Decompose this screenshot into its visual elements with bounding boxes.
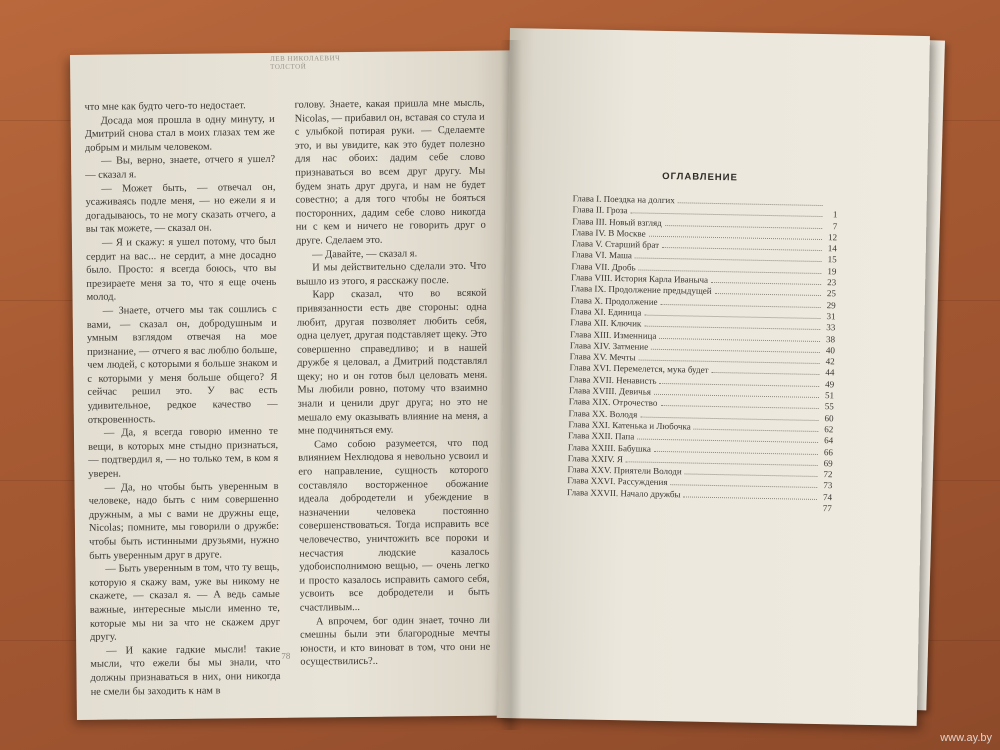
toc-entry-page: 23 [827, 277, 837, 288]
toc-leader-dots [715, 293, 821, 296]
page-number: 78 [281, 650, 291, 661]
toc-leader-dots [640, 416, 818, 420]
toc-leader-dots [670, 485, 817, 489]
toc-leader-dots [570, 506, 817, 511]
paragraph: что мне как будто чего-то недостает. [84, 100, 246, 113]
toc-entry-title: Глава VIII. История Карла Иваныча [571, 272, 709, 285]
paragraph: голову. Знаете, какая пришла мне мысль, Nicolas, — прибавил он, вставая со стула и с улыбкой потирая руки. — Сделаемте это, и вы увидите, как это будет полезно для нас обоих: дадим себе слово признаваться во всем друг другу. Мы будем знать друг друга, и нам не будет совестно; а для того чтобы не бояться посторонних, дадим себе слово никогда ни с кем и ничего не говорить друг о друге. Сделаем это. [294, 97, 486, 247]
toc-leader-dots [659, 383, 819, 387]
toc-entry-page: 64 [824, 435, 834, 446]
paragraph: — Вы, верно, знаете, отчего я ушел? — сказал я. [85, 154, 276, 181]
paragraph: И мы действительно сделали это. Что вышло из этого, я расскажу после. [296, 260, 487, 288]
toc-leader-dots [683, 496, 817, 500]
toc-entry-title: Глава III. Новый взгляд [572, 215, 662, 228]
toc-entry-title: Глава XIII. Изменница [570, 328, 657, 341]
toc-entry-title: Глава XIX. Отрочество [568, 396, 658, 409]
paragraph: — И какие гадкие мысли! такие мысли, что ежели бы мы знали, что должны признаваться в них, они никогда не смели бы заходить к нам в [90, 643, 281, 698]
toc-entry-title: Глава XV. Мечты [569, 351, 636, 363]
toc-leader-dots [654, 450, 818, 454]
toc-entry-title: Глава XXIV. Я [567, 453, 624, 465]
watermark: www.ay.by [940, 732, 992, 744]
toc-entry-page: 19 [827, 265, 837, 277]
toc-entry-page: 40 [825, 344, 835, 356]
toc-entry-page: 14 [827, 243, 837, 254]
toc-entry-title: Глава X. Продолжение [570, 294, 658, 307]
toc-title: ОГЛАВЛЕНИЕ [662, 170, 738, 184]
toc-entry-page: 29 [826, 299, 836, 310]
toc-entry-title: Глава XVII. Ненависть [569, 373, 657, 386]
toc-entry-page: 74 [822, 491, 833, 502]
toc-entry-page: 73 [823, 480, 833, 491]
paragraph: Само собою разумеется, что под влиянием Нехлюдова я невольно усвоил и его направление, сущность которого составляло восторженное обожание идеала добродетели и убеждение в назначении человека постоянно совершенствоваться. Тогда исправить все человечество, уничтожить все пороки и несчастия людские казалось удобоисполнимою вещью, — очень легко и просто казалось исправить самого себя, усвоить все добродетели и быть счастливым... [298, 437, 490, 614]
toc-entry-page: 66 [823, 446, 834, 457]
paragraph: — Знаете, отчего мы так сошлись с вами, — сказал он, добродушным и умным взглядом отвечая на мое признание, — отчего я вас люблю больше, чем людей, с которыми я больше знаком и с которыми у меня больше общего? Я сейчас решил это. У вас есть удивительное, редкое качество — откровенность. [86, 303, 278, 426]
toc-entry-page: 49 [825, 378, 835, 390]
toc-entry-title: Глава XIV. Затмение [569, 340, 649, 352]
paragraph: — Да, я всегда говорю именно те вещи, в которых мне стыдно признаться, — подтвердил я, — но только тем, в ком я уверен. [88, 426, 279, 480]
toc-entry-page: 1 [832, 209, 838, 220]
toc-entry-page: 38 [825, 333, 836, 344]
toc-entry-title: Глава XII. Ключик [570, 317, 642, 329]
toc-entry-page: 44 [825, 367, 835, 378]
paragraph: Досада моя прошла в одну минуту, и Дмитрий снова стал в моих глазах тем же добрым и милым человеком. [84, 113, 275, 154]
toc-leader-dots [654, 394, 819, 398]
toc-leader-dots [639, 360, 820, 364]
toc-leader-dots [662, 247, 822, 251]
toc-entry-title: Глава XI. Единица [570, 306, 642, 318]
toc-leader-dots [678, 202, 823, 206]
toc-entry-title: Глава XXVI. Рассуждения [567, 475, 668, 488]
toc-leader-dots [661, 304, 821, 308]
toc-entry-page: 25 [826, 288, 837, 299]
right-page [497, 28, 930, 726]
toc-entry-page: 7 [832, 220, 838, 231]
toc-leader-dots [694, 429, 819, 432]
toc-entry-title: Глава VII. Дробь [571, 261, 636, 273]
toc-leader-dots [711, 372, 819, 375]
left-page [70, 50, 517, 720]
toc-entry-title: Глава XXI. Катенька и Любочка [568, 419, 691, 432]
toc-entry-title: Глава XXIII. Бабушка [567, 441, 652, 454]
toc-entry-page: 15 [827, 254, 837, 265]
toc-entry-title: Глава XXVII. Начало дружбы [567, 486, 681, 500]
toc-entry-title: Глава I. Поездка на долгих [572, 193, 675, 206]
toc-entry-page: 69 [823, 457, 833, 469]
toc-entry-title: Глава XXII. Папа [568, 430, 635, 442]
toc-entry-title: Глава IX. Продолжение предыдущей [570, 283, 712, 297]
toc-entry-title: Глава II. Гроза [572, 204, 628, 216]
toc-leader-dots [637, 439, 818, 443]
toc-leader-dots [685, 474, 818, 478]
toc-entry-title: Глава V. Старший брат [571, 238, 660, 251]
toc-entry-title: Глава IV. В Москве [571, 227, 646, 239]
toc-entry-title: Глава XVI. Перемелется, мука будет [569, 362, 709, 376]
paragraph: — Может быть, — отвечал он, усаживаясь подле меня, — но ежели я и догадываюсь, то не могу сказать отчего, а вы так можете, — сказал он. [85, 181, 276, 236]
toc-entry-page: 12 [827, 232, 838, 243]
toc-leader-dots [644, 326, 820, 330]
toc-leader-dots [651, 349, 820, 353]
toc-leader-dots [644, 315, 820, 319]
toc-entry-page: 33 [826, 322, 836, 333]
toc-entry-title: Глава XXV. Приятели Володи [567, 464, 682, 477]
paragraph: — Я и скажу: я ушел потому, что был сердит на вас... не сердит, а мне досадно было. Просто: я всегда боюсь, что вы презираете меня за то, что я еще очень молод. [86, 235, 277, 304]
toc-leader-dots [711, 282, 821, 285]
toc-entry-page: 55 [824, 401, 834, 412]
paragraph: Карр сказал, что во всякой привязанности есть две стороны: одна любит, другая позволяет любить себя, одна целует, другая подставляет щеку. Это совершенно справедливо; и в нашей дружбе я целовал, а Дмитрий подставлял щеку; но и он готов был целовать меня. Мы любили ровно, потому что взаимно знали и ценили друг друга; но это не мешало ему оказывать влияние на меня, а мне подчиняться ему. [296, 287, 488, 437]
book-spine [500, 40, 522, 730]
toc-leader-dots [660, 405, 818, 409]
toc-entry-page: 42 [825, 356, 835, 367]
toc-leader-dots [659, 337, 820, 341]
toc-entry-page: 31 [826, 311, 836, 322]
toc-entry-page: 51 [824, 390, 835, 401]
paragraph: — Давайте, — сказал я. [312, 247, 418, 261]
toc-leader-dots [665, 225, 822, 229]
toc-entry-page: 62 [824, 424, 834, 435]
paragraph: А впрочем, бог один знает, точно ли смешны были эти благородные мечты юности, и кто виноват в том, что они не осуществились?.. [300, 614, 491, 668]
paragraph: — Да, но чтобы быть уверенным в человеке, надо быть с ним совершенно дружным, а мы с вами не дружны еще, Nicolas; помните, мы говорили о дружбе: чтобы быть истинными друзьями, нужно быть уверенным друг в друге. [88, 480, 280, 562]
paragraph: — Быть уверенным в том, что ту вещь, которую я скажу вам, уже вы никому не скажете, — сказал я. — А ведь самые важные, интересные мысли именно те, которые мы ни за что не скажем друг другу. [89, 562, 281, 643]
text-column-right [294, 97, 490, 670]
toc-entry-page: 77 [822, 503, 832, 514]
toc-entry-page: 60 [824, 412, 834, 423]
toc-leader-dots [649, 236, 822, 240]
toc-entry-title: Глава XX. Володя [568, 407, 638, 420]
toc-entry-title: Глава VI. Маша [571, 249, 633, 261]
table-of-contents [567, 193, 838, 514]
running-header: ЛЕВ НИКОЛАЕВИЧ ТОЛСТОЙ [270, 54, 341, 71]
toc-entry-title: Глава XVIII. Девичья [568, 385, 652, 397]
toc-entry-page: 72 [823, 469, 833, 480]
text-column-left [84, 99, 280, 699]
